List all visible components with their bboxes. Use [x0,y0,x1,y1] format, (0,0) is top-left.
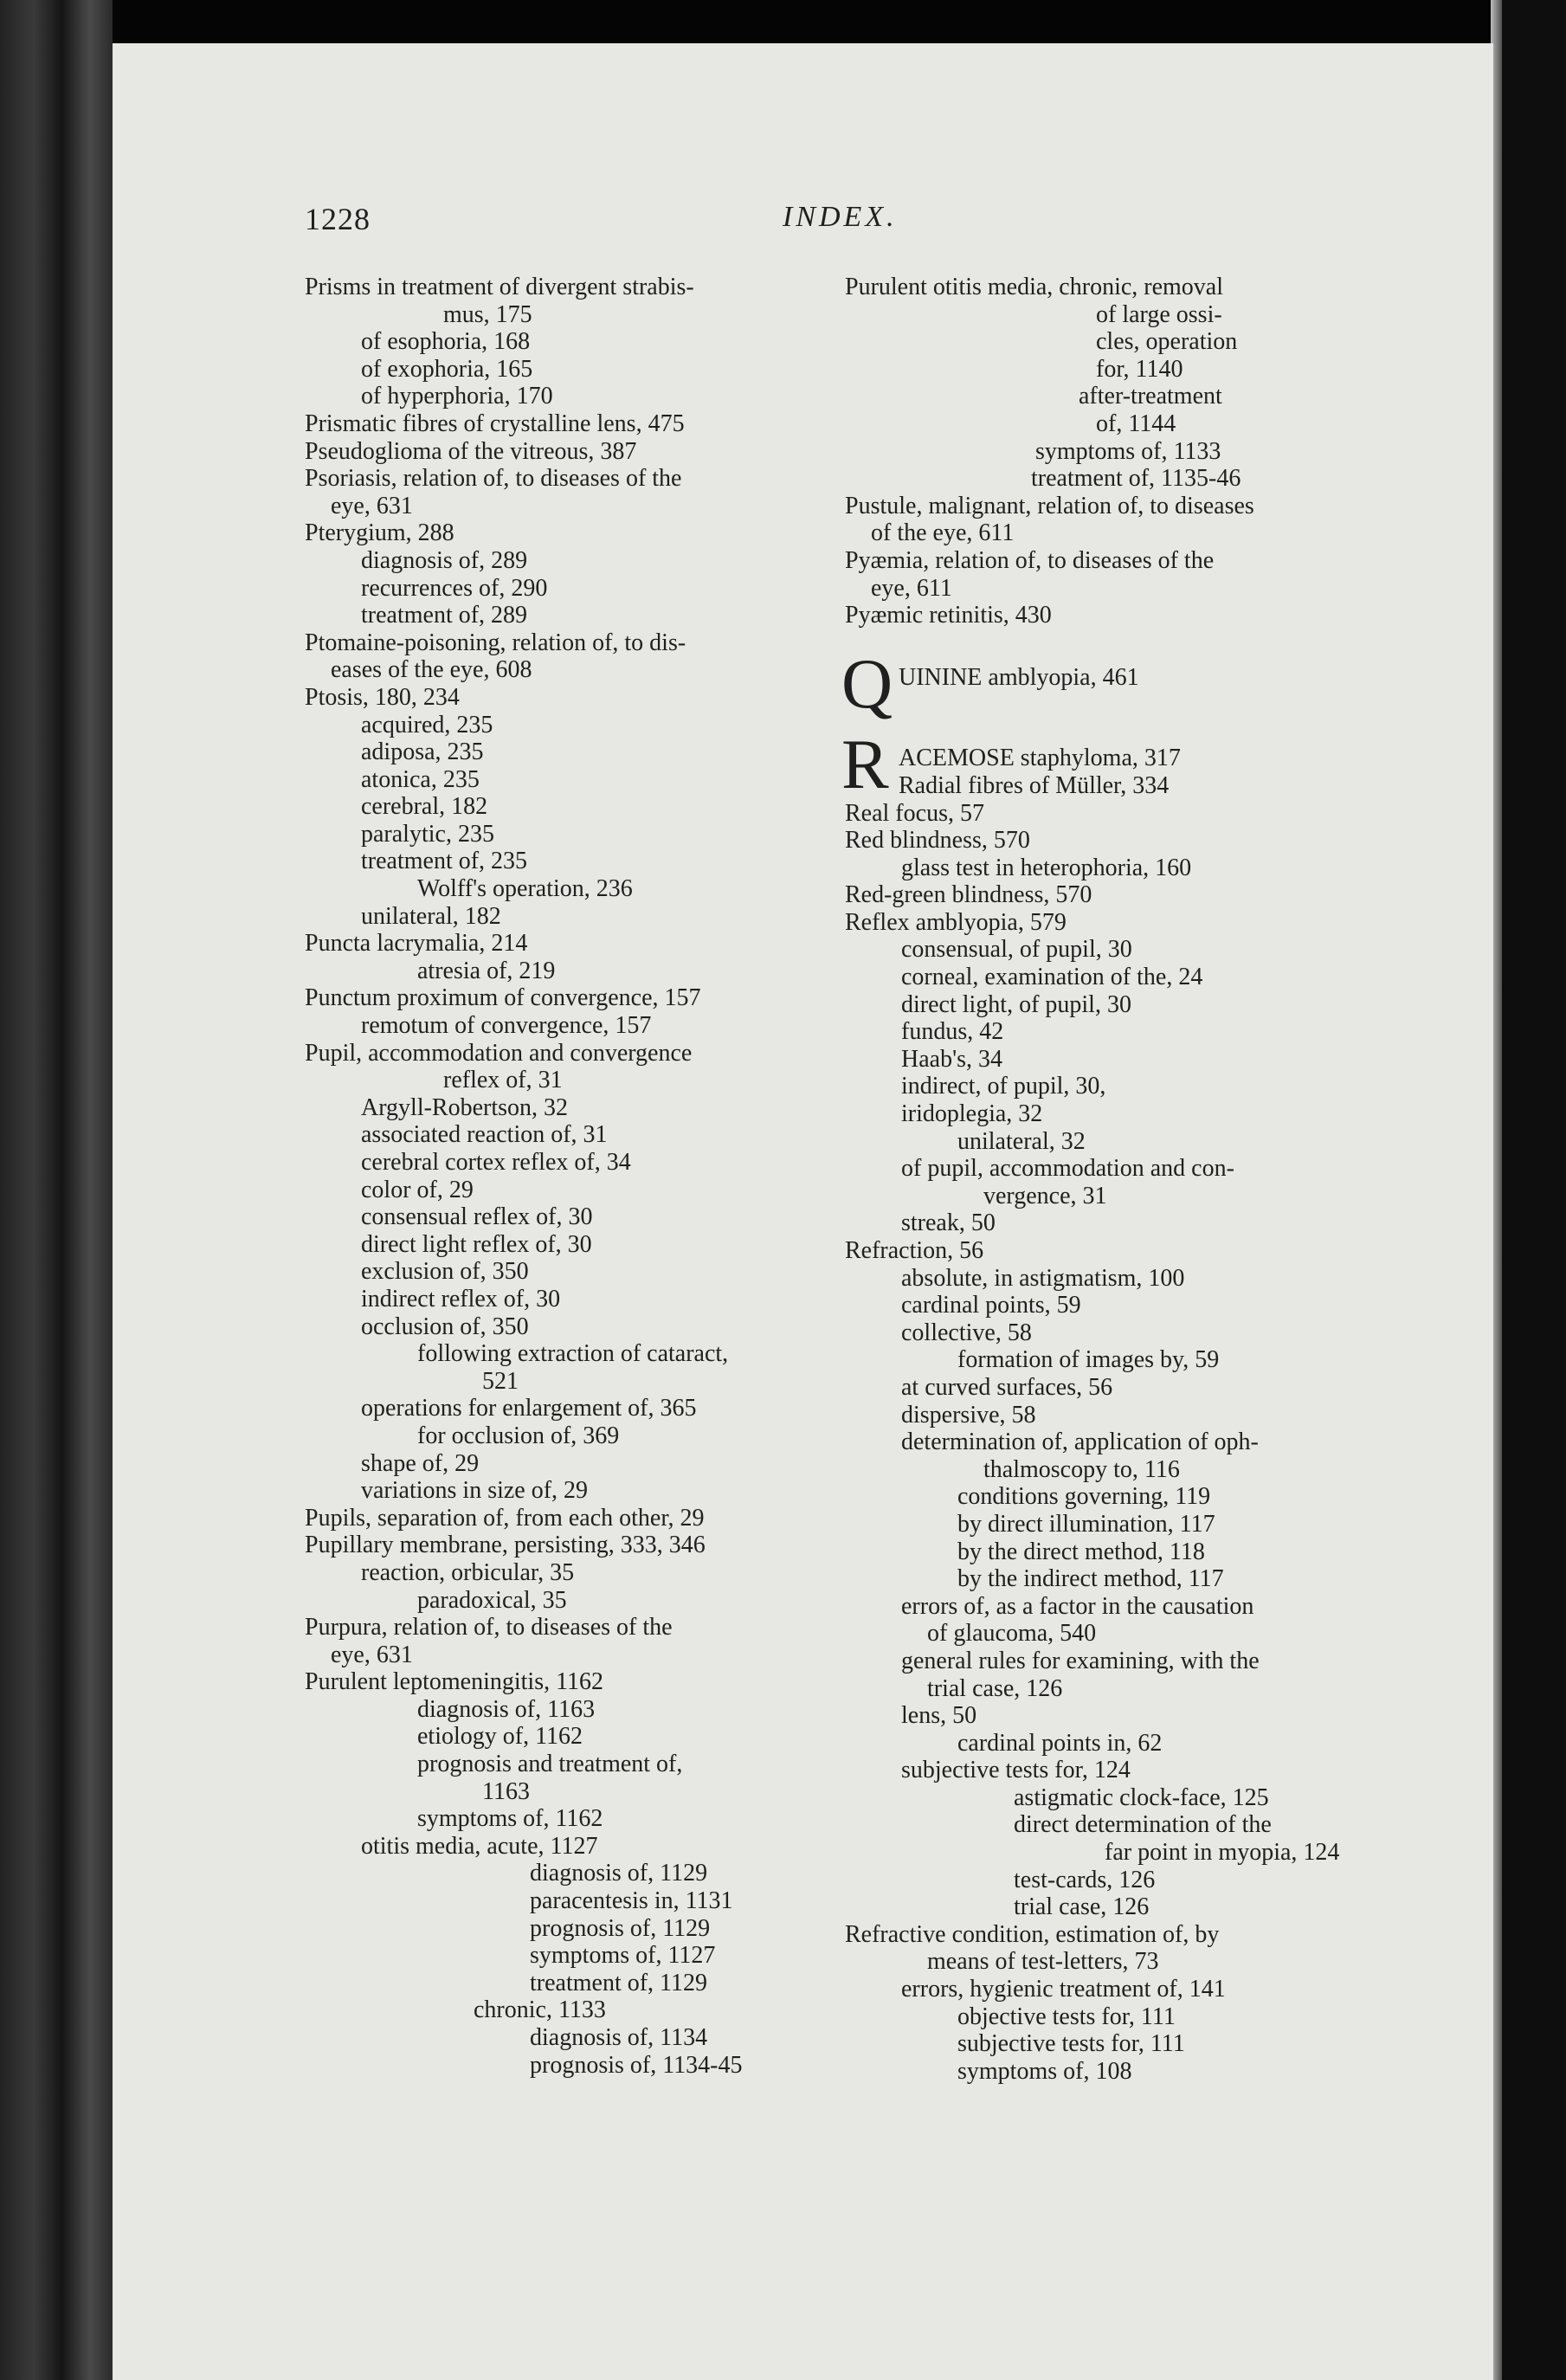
scan-top-band [0,0,1566,43]
index-entry: far point in myopia, 124 [1105,1839,1340,1867]
index-entry: formation of images by, 59 [957,1346,1220,1374]
index-entry: Wolff's operation, 236 [417,875,633,903]
index-entry: ACEMOSE staphyloma, 317 [899,745,1181,772]
index-entry: for, 1140 [1096,355,1183,383]
index-entry: direct determination of the [1014,1811,1272,1839]
index-entry: indirect reflex of, 30 [361,1285,561,1313]
index-entry: Pustule, malignant, relation of, to diseases [845,492,1254,519]
index-entry: paradoxical, 35 [417,1586,567,1614]
index-column-right [841,274,1382,2085]
index-entry: of the eye, 611 [871,519,1015,547]
index-entry: trial case, 126 [927,1674,1063,1702]
index-entry: symptoms of, 108 [957,2057,1132,2085]
index-entry: Ptosis, 180, 234 [305,683,460,711]
index-entry: Red blindness, 570 [845,827,1030,855]
index-entry: iridoplegia, 32 [901,1100,1043,1128]
index-entry: by the direct method, 118 [957,1538,1205,1565]
index-entry: general rules for examining, with the [901,1647,1260,1674]
index-entry: cardinal points in, 62 [957,1729,1163,1757]
index-entry: symptoms of, 1127 [530,1942,716,1970]
index-entry: cerebral cortex reflex of, 34 [361,1149,631,1176]
index-entry: indirect, of pupil, 30, [901,1073,1106,1100]
index-entry: Haab's, 34 [901,1045,1003,1073]
index-entry: Purulent otitis media, chronic, removal [845,274,1224,300]
index-entry: eases of the eye, 608 [331,656,532,684]
scan-right-band [1502,0,1566,2380]
index-entry: recurrences of, 290 [361,574,548,602]
index-column-left [305,274,824,2079]
index-entry: consensual, of pupil, 30 [901,936,1132,964]
index-entry: fundus, 42 [901,1018,1004,1046]
index-entry: treatment of, 1129 [530,1969,708,1996]
index-entry: etiology of, 1162 [417,1723,583,1751]
index-entry: subjective tests for, 124 [901,1757,1131,1784]
index-entry: reaction, orbicular, 35 [361,1558,575,1586]
index-entry: Radial fibres of Müller, 334 [899,771,1170,799]
index-entry: acquired, 235 [361,711,493,739]
index-entry: determination of, application of oph- [901,1429,1259,1456]
index-entry: prognosis of, 1129 [530,1914,711,1942]
index-entry: thalmoscopy to, 116 [983,1455,1180,1483]
index-letter-q-section [841,643,1382,723]
index-entry: vergence, 31 [983,1182,1107,1209]
index-entry: Pyæmia, relation of, to diseases of the [845,546,1215,574]
index-entry: Real focus, 57 [845,799,984,827]
index-entry: UININE amblyopia, 461 [899,663,1139,691]
index-entry: treatment of, 1135-46 [1031,465,1241,493]
index-entry: of hyperphoria, 170 [361,383,553,410]
index-entry: dispersive, 58 [901,1401,1036,1429]
index-entry: Reflex amblyopia, 579 [845,908,1067,936]
index-entry: reflex of, 31 [443,1067,563,1094]
index-entry: Pupillary membrane, persisting, 333, 346 [305,1532,706,1559]
index-entry: atonica, 235 [361,765,480,793]
index-entry: objective tests for, 111 [957,2003,1176,2030]
index-entry: Pseudoglioma of the vitreous, 387 [305,437,637,465]
index-entry: symptoms of, 1133 [1035,437,1221,465]
index-entry: diagnosis of, 1163 [417,1695,596,1723]
index-entry: mus, 175 [443,300,532,328]
index-entry: atresia of, 219 [417,957,556,984]
index-entry: conditions governing, 119 [957,1483,1211,1511]
index-entry: Prismatic fibres of crystalline lens, 475 [305,410,685,437]
index-entry: diagnosis of, 1129 [530,1860,708,1887]
index-entry: eye, 611 [871,574,952,602]
index-entry: consensual reflex of, 30 [361,1203,593,1231]
index-entry: cardinal points, 59 [901,1292,1081,1319]
index-entry: of exophoria, 165 [361,355,533,383]
index-entry: Argyll-Robertson, 32 [361,1093,569,1121]
index-entry: occlusion of, 350 [361,1313,529,1340]
index-entry: Prisms in treatment of divergent strabis- [305,274,694,300]
index-entry: direct light, of pupil, 30 [901,990,1131,1018]
index-entry: Pyæmic retinitis, 430 [845,602,1052,629]
index-entry: subjective tests for, 111 [957,2030,1185,2058]
drop-cap-q: Q [841,643,893,723]
index-entry: 1163 [482,1777,530,1805]
index-entry: errors of, as a factor in the causation [901,1592,1254,1620]
index-entry: symptoms of, 1162 [417,1805,603,1833]
index-entry: treatment of, 289 [361,602,528,629]
index-entry: Refraction, 56 [845,1237,984,1264]
index-entry: by the indirect method, 117 [957,1565,1224,1593]
index-entry: unilateral, 32 [957,1127,1086,1155]
index-entry: for occlusion of, 369 [417,1422,620,1449]
index-entry: of pupil, accommodation and con- [901,1155,1234,1183]
index-entry: chronic, 1133 [474,1996,606,2024]
index-entry: Pupils, separation of, from each other, 29 [305,1504,705,1532]
index-entry: errors, hygienic treatment of, 141 [901,1976,1226,2003]
index-entry: variations in size of, 29 [361,1477,589,1505]
index-entry: operations for enlargement of, 365 [361,1395,697,1422]
index-entry: unilateral, 182 [361,902,501,930]
index-entry: paracentesis in, 1131 [530,1887,733,1915]
index-entry: corneal, examination of the, 24 [901,964,1203,991]
index-entry: collective, 58 [901,1319,1032,1346]
index-entry: of, 1144 [1096,410,1176,437]
index-entry: Pupil, accommodation and convergence [305,1039,693,1067]
index-entry: astigmatic clock-face, 125 [1014,1783,1269,1811]
index-entry: following extraction of cataract, [417,1340,729,1368]
index-entry: cerebral, 182 [361,793,488,821]
index-entry: lens, 50 [901,1702,977,1730]
index-entry: exclusion of, 350 [361,1258,529,1286]
index-entry: remotum of convergence, 157 [361,1012,652,1040]
index-entry: diagnosis of, 1134 [530,2024,708,2051]
index-entry: test-cards, 126 [1014,1866,1156,1893]
index-entry: Psoriasis, relation of, to diseases of the [305,465,682,493]
index-entry: trial case, 126 [1014,1893,1150,1921]
index-entry: Puncta lacrymalia, 214 [305,930,528,958]
index-entry: Purpura, relation of, to diseases of the [305,1614,673,1641]
index-entry: by direct illumination, 117 [957,1510,1215,1538]
index-entry: Purulent leptomeningitis, 1162 [305,1668,604,1696]
index-entry: shape of, 29 [361,1449,480,1477]
index-entry: streak, 50 [901,1209,996,1237]
index-entry: of large ossi- [1096,300,1222,328]
index-entry: paralytic, 235 [361,820,494,848]
index-entry: Punctum proximum of convergence, 157 [305,984,701,1012]
index-entry: of glaucoma, 540 [927,1620,1097,1648]
index-entry: eye, 631 [331,1641,413,1668]
drop-cap-r: R [841,725,889,804]
index-entry: associated reaction of, 31 [361,1121,608,1149]
index-entry: Pterygium, 288 [305,519,454,547]
index-entry: cles, operation [1096,328,1238,356]
index-entry: Ptomaine-poisoning, relation of, to dis- [305,629,686,656]
index-entry: Red-green blindness, 570 [845,881,1092,909]
index-entry: color of, 29 [361,1176,474,1203]
index-entry: at curved surfaces, 56 [901,1373,1113,1401]
index-entry: after-treatment [1079,383,1222,410]
running-head: INDEX. [783,201,898,233]
index-entry: absolute, in astigmatism, 100 [901,1264,1185,1292]
index-entry: treatment of, 235 [361,848,528,875]
index-entry: of esophoria, 168 [361,328,531,356]
index-entry: direct light reflex of, 30 [361,1230,592,1258]
index-entry: Refractive condition, estimation of, by [845,1920,1220,1948]
page-number: 1228 [305,202,371,236]
index-entry: glass test in heterophoria, 160 [901,854,1192,881]
index-entry: 521 [482,1367,519,1395]
index-entry: means of test-letters, 73 [927,1948,1159,1976]
index-entry: otitis media, acute, 1127 [361,1832,598,1860]
index-entry: eye, 631 [331,492,413,519]
index-entry: prognosis of, 1134-45 [530,2051,743,2079]
index-entry: prognosis and treatment of, [417,1751,683,1778]
index-entry: diagnosis of, 289 [361,546,528,574]
index-letter-r-section [841,725,1382,804]
index-entry: adiposa, 235 [361,739,484,766]
book-spine-edge [0,0,113,2380]
